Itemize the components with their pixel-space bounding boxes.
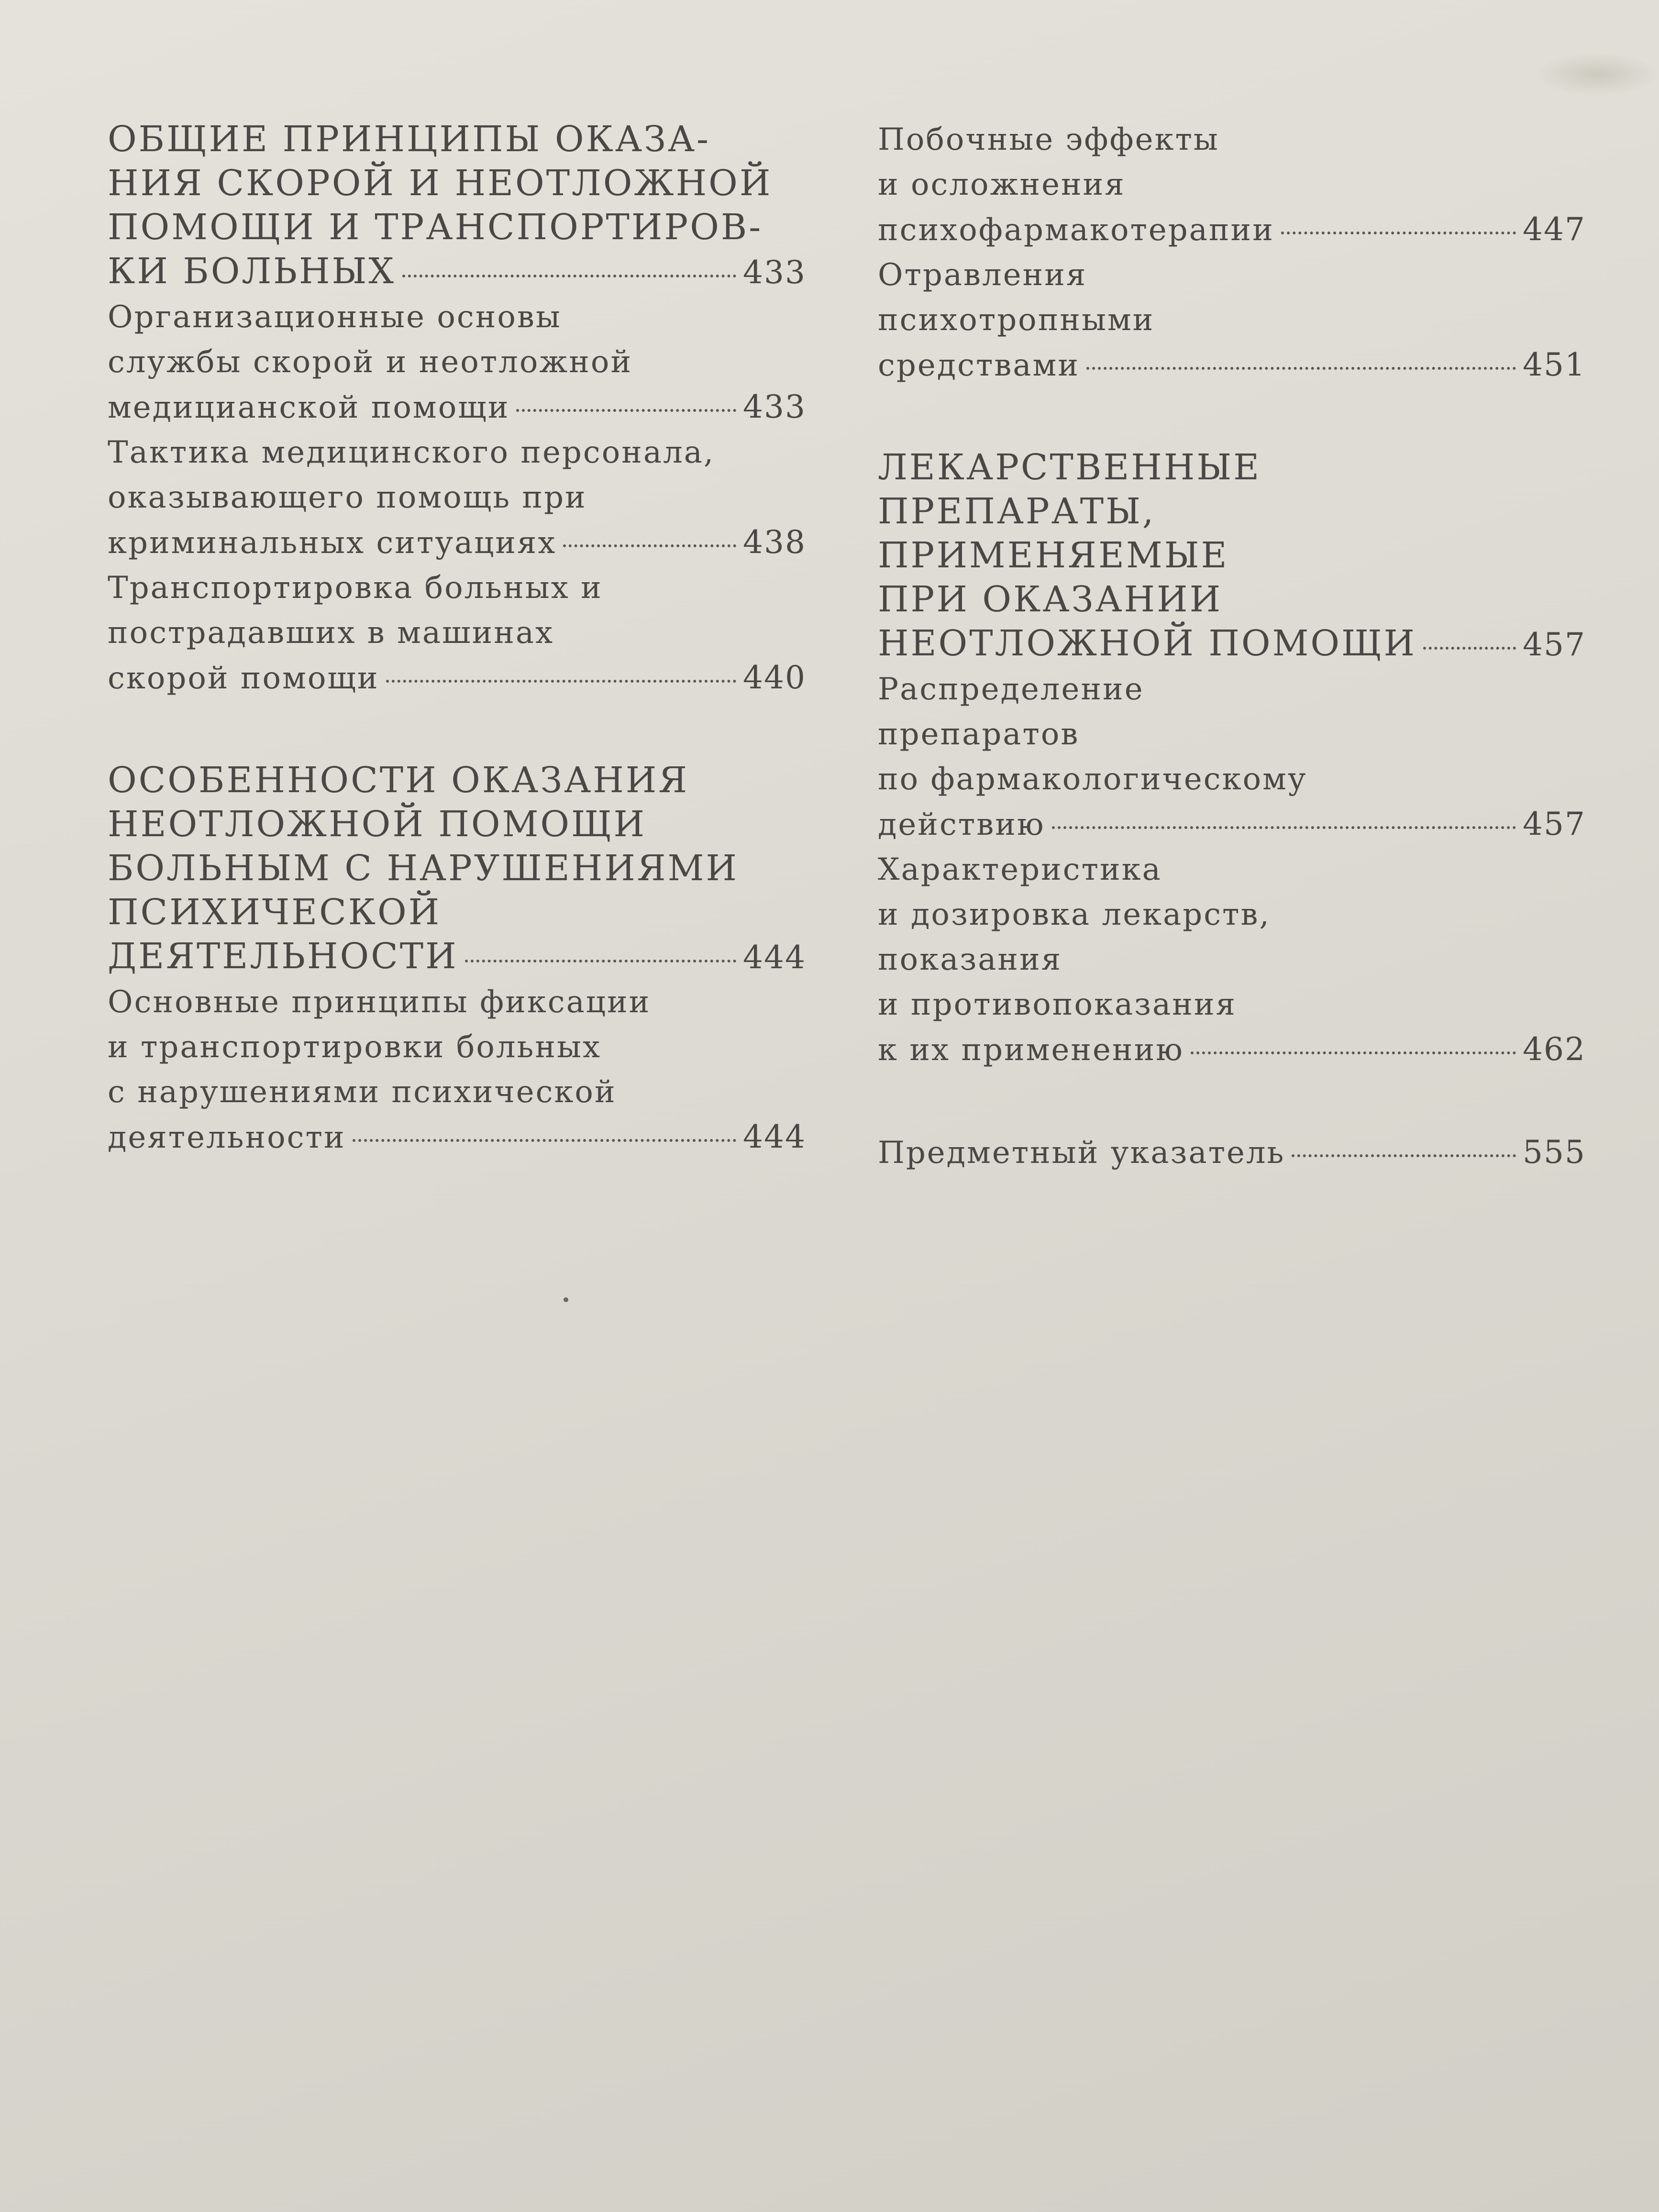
toc-entry-text: и осложнения [878,167,1126,202]
toc-entry-text: оказывающего помощь при [108,480,587,515]
toc-entry-text: ПСИХИЧЕСКОЙ [108,892,442,933]
dot-leader [402,275,736,277]
dot-leader [563,544,736,547]
toc-entry-text: криминальных ситуациях [108,525,557,561]
toc-entry-line [878,757,1586,802]
toc-entry-line [108,340,806,385]
toc-entry [878,847,1586,1073]
dot-leader [1423,647,1516,650]
toc-entry-line [108,249,806,295]
toc-entry-text: деятельности [108,1120,346,1155]
toc-entry-text: психотропными [878,302,1155,338]
toc-entry-line [878,802,1586,847]
toc-entry-line [878,445,1586,489]
toc-entry-line [878,1130,1586,1175]
paper-stain [1535,53,1659,96]
toc-entry-line [108,430,806,475]
toc-entry-text: КИ БОЛЬНЫХ [108,251,396,292]
toc-page-number: 447 [1523,211,1586,248]
toc-entry-text: показания [878,942,1062,977]
toc-entry-line [108,295,806,340]
toc-entry-text: Предметный указатель [878,1135,1285,1171]
toc-page-number: 433 [743,388,806,425]
dot-leader [353,1139,736,1142]
toc-entry-text: психофармакотерапии [878,212,1274,248]
toc-entry-text: ПОМОЩИ И ТРАНСПОРТИРОВ- [108,207,763,248]
toc-page-number: 462 [1523,1031,1586,1068]
toc-entry [878,667,1586,847]
toc-entry-line [878,1027,1586,1073]
toc-entry-line [878,892,1586,937]
toc-entry-text: БОЛЬНЫМ С НАРУШЕНИЯМИ [108,848,739,889]
toc-entry-text: Организационные основы [108,299,562,335]
toc-entry-text: Распределение [878,672,1144,707]
toc-entry-text: НЕОТЛОЖНОЙ ПОМОЩИ [108,804,647,845]
toc-entry-line [878,847,1586,892]
toc-entry-text: и противопоказания [878,987,1237,1022]
toc-entry-line [878,667,1586,712]
toc-entry-text: НЕОТЛОЖНОЙ ПОМОЩИ [878,623,1417,664]
toc-entry-line [108,161,806,205]
toc-entry-text: ОСОБЕННОСТИ ОКАЗАНИЯ [108,760,689,801]
toc-entry-line [108,1070,806,1115]
toc-entry-text: действию [878,807,1045,842]
toc-entry-text: Характеристика [878,852,1162,887]
toc-entry-line [878,712,1586,757]
toc-entry-text: службы скорой и неотложной [108,344,633,380]
toc-entry-line [108,475,806,520]
toc-entry-text: Побочные эффекты [878,122,1219,157]
toc-entry [878,1130,1586,1175]
toc-page-number: 444 [743,939,806,976]
toc-entry-line [878,489,1586,533]
toc-entry-line [108,980,806,1025]
toc-entry-line [878,982,1586,1027]
toc-entry-text: к их применению [878,1032,1184,1068]
dot-leader [1052,826,1516,829]
toc-entry-text: ПРИМЕНЯЕМЫЕ [878,535,1229,576]
dot-leader [1292,1154,1516,1157]
toc-column-left [108,117,806,1160]
toc-entry-line [108,758,806,802]
toc-entry-text: ЛЕКАРСТВЕННЫЕ [878,447,1261,488]
toc-entry-line [108,565,806,610]
toc-entry-line [108,1115,806,1160]
toc-page-number: 451 [1523,346,1586,383]
toc-entry [108,295,806,430]
toc-entry-text: НИЯ СКОРОЙ И НЕОТЛОЖНОЙ [108,163,773,204]
dot-leader [386,680,736,683]
toc-entry-text: и дозировка лекарств, [878,897,1271,932]
paper-speck [564,1297,568,1302]
toc-entry-text: Транспортировка больных и [108,570,603,606]
toc-entry-line [878,117,1586,162]
toc-entry-text: Тактика медицинского персонала, [108,435,715,470]
toc-entry-line [108,846,806,890]
toc-entry-line [108,934,806,980]
toc-entry-line [108,385,806,430]
toc-page-number: 444 [743,1118,806,1155]
toc-section-heading [108,758,806,980]
toc-entry [108,980,806,1160]
toc-entry-text: средствами [878,348,1080,383]
toc-entry-line [878,577,1586,621]
toc-entry-line [108,520,806,565]
toc-entry-text: и транспортировки больных [108,1029,602,1065]
toc-entry-line [878,937,1586,982]
toc-entry [878,117,1586,253]
toc-entry-text: пострадавших в машинах [108,615,554,651]
toc-entry-line [108,802,806,846]
toc-entry-text: по фармакологическому [878,762,1307,797]
toc-section-heading [878,445,1586,667]
toc-entry-line [108,205,806,249]
toc-entry-text: ПРИ ОКАЗАНИИ [878,579,1223,620]
toc-column-right [878,117,1586,1175]
toc-entry-line [878,298,1586,343]
toc-entry-text: ДЕЯТЕЛЬНОСТИ [108,936,458,977]
toc-entry-text: ОБЩИЕ ПРИНЦИПЫ ОКАЗА- [108,119,711,160]
dot-leader [516,409,736,412]
toc-entry [878,253,1586,388]
toc-entry-text: Основные принципы фиксации [108,984,651,1020]
toc-entry-line [108,890,806,934]
toc-page-number: 440 [743,659,806,696]
toc-entry-line [108,610,806,655]
dot-leader [465,960,736,962]
toc-page-number: 457 [1523,626,1586,663]
toc-entry-text: препаратов [878,717,1080,752]
toc-entry-text: ПРЕПАРАТЫ, [878,491,1156,532]
toc-section-heading [108,117,806,295]
toc-entry-line [878,207,1586,253]
dot-leader [1086,367,1516,370]
toc-page-number: 457 [1523,806,1586,842]
toc-entry-text: медициaнской помощи [108,390,510,425]
toc-entry-line [108,1025,806,1070]
toc-entry-line [878,343,1586,388]
toc-entry-line [878,533,1586,577]
toc-entry [108,430,806,565]
toc-entry-line [878,621,1586,667]
toc-entry [108,565,806,701]
toc-page-number: 555 [1523,1134,1586,1171]
toc-entry-text: Отравления [878,257,1087,293]
toc-entry-text: с нарушениями психической [108,1074,617,1110]
toc-entry-line [108,655,806,701]
toc-page-number: 438 [743,524,806,561]
dot-leader [1281,232,1516,234]
toc-entry-line [878,162,1586,207]
dot-leader [1191,1051,1516,1054]
toc-entry-line [108,117,806,161]
toc-page-number: 433 [743,254,806,291]
toc-entry-text: скорой помощи [108,661,379,696]
toc-entry-line [878,253,1586,298]
